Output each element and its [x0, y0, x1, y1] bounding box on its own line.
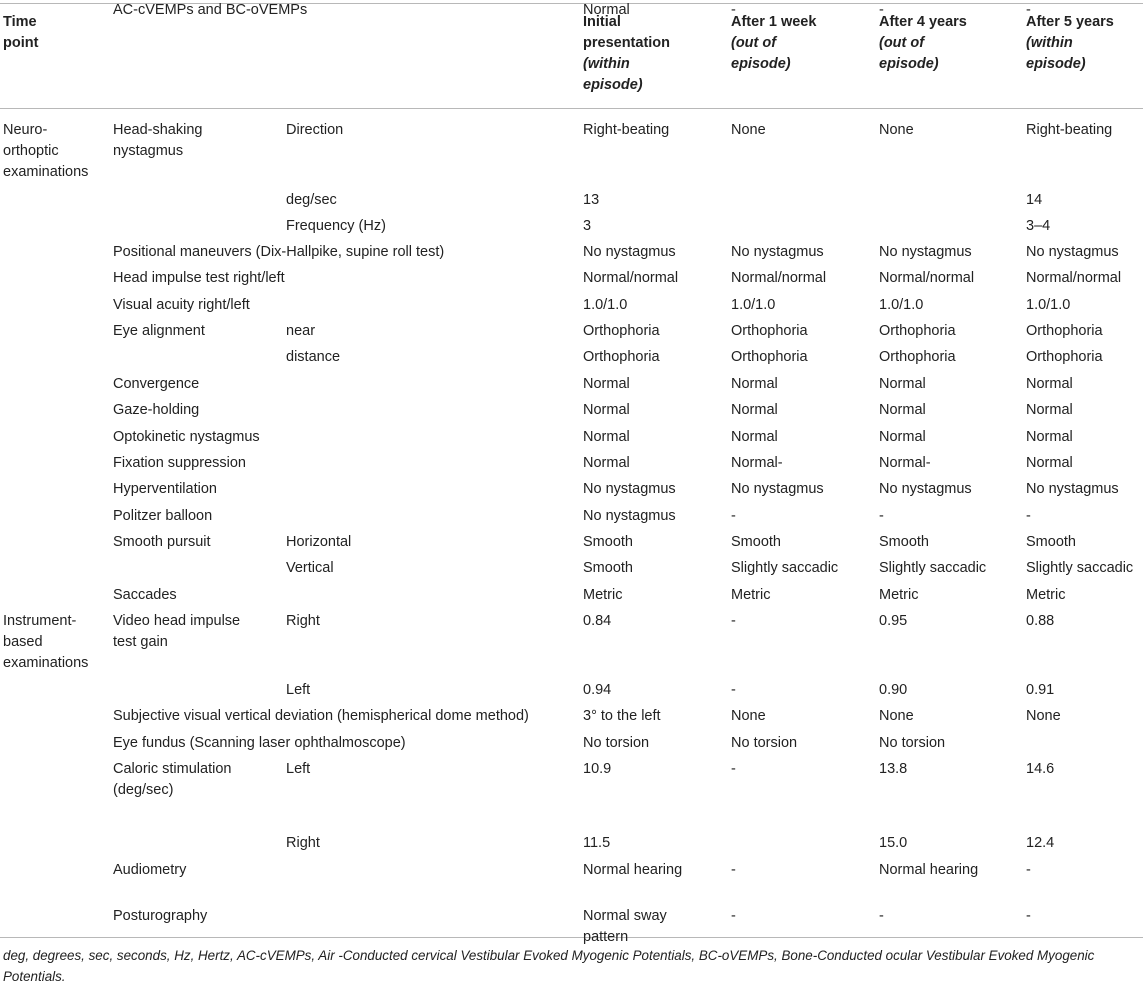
text-line: 14.6	[1026, 761, 1055, 777]
text-line: Left	[286, 682, 311, 698]
text-line: Normal	[731, 376, 778, 392]
row-parameter	[286, 120, 343, 141]
table-cell	[731, 374, 778, 395]
text-line: Normal	[583, 455, 630, 471]
text-line: Smooth	[583, 560, 633, 576]
table-cell	[879, 759, 907, 780]
text-line: Right-beating	[1026, 122, 1113, 138]
group-instrument-based	[3, 611, 88, 674]
row-parameter	[286, 558, 334, 579]
row-exam	[113, 321, 205, 342]
table-cell	[879, 833, 907, 854]
text-line: Orthophoria	[583, 323, 660, 339]
text-line: Orthophoria	[731, 323, 808, 339]
table-cell	[879, 558, 986, 579]
text-line: -	[879, 908, 884, 924]
text-line: Orthophoria	[879, 349, 956, 365]
table-cell	[1026, 506, 1031, 527]
text-line: Normal	[1026, 376, 1073, 392]
table-cell	[879, 860, 978, 881]
text-line: None	[731, 122, 766, 138]
table-cell	[1026, 268, 1121, 289]
text-line: Orthophoria	[1026, 349, 1103, 365]
text-line: -	[731, 508, 736, 524]
text-line: Normal	[879, 402, 926, 418]
text-line: No torsion	[731, 735, 798, 751]
table-cell	[583, 400, 630, 421]
text-line: No nystagmus	[731, 244, 824, 260]
table-cell	[583, 242, 676, 263]
table-cell	[879, 506, 884, 527]
text-line: Horizontal	[286, 534, 352, 550]
text-line: 0.90	[879, 682, 908, 698]
table-cell	[583, 453, 630, 474]
table-cell	[731, 321, 808, 342]
row-parameter	[286, 321, 315, 342]
table-cell	[583, 558, 633, 579]
row-exam	[113, 0, 307, 21]
table-cell	[1026, 759, 1054, 780]
text-line: Time	[3, 14, 37, 30]
text-line: After 5 years	[1026, 14, 1114, 30]
text-line: Frequency (Hz)	[286, 218, 386, 234]
row-exam	[113, 374, 199, 395]
table-cell	[583, 0, 630, 21]
text-line: episode)	[583, 77, 643, 93]
table-cell	[731, 733, 797, 754]
row-exam	[113, 453, 246, 474]
text-line: 1.0/1.0	[731, 297, 776, 313]
text-line: presentation	[583, 35, 671, 51]
row-parameter	[286, 680, 310, 701]
text-line: Normal/normal	[583, 270, 679, 286]
table-cell	[731, 347, 808, 368]
table-cell	[1026, 427, 1073, 448]
table-cell	[879, 400, 926, 421]
text-line: Metric	[1026, 587, 1066, 603]
text-line: Normal	[731, 429, 778, 445]
text-line: 0.84	[583, 613, 612, 629]
table-cell	[879, 347, 956, 368]
table-bottom-rule	[0, 937, 1143, 938]
table-cell	[731, 532, 781, 553]
text-line: None	[731, 708, 766, 724]
table-cell	[583, 321, 660, 342]
text-line: Normal	[879, 376, 926, 392]
table-cell	[583, 585, 622, 606]
row-exam	[113, 860, 186, 881]
row-exam	[113, 611, 240, 653]
table-cell	[879, 479, 972, 500]
text-line: Slightly saccadic	[731, 560, 839, 576]
table-cell	[583, 733, 649, 754]
text-line: Normal hearing	[583, 862, 683, 878]
row-parameter	[286, 759, 310, 780]
table-cell	[731, 120, 766, 141]
text-line: 1.0/1.0	[879, 297, 924, 313]
text-line: Optokinetic nystagmus	[113, 429, 260, 445]
text-line: Normal	[1026, 429, 1073, 445]
table-cell	[583, 374, 630, 395]
table-cell	[879, 321, 956, 342]
text-line: Normal	[583, 2, 630, 18]
table-cell	[583, 680, 611, 701]
text-line: Subjective visual vertical deviation (hemispherical dome method)	[113, 708, 529, 724]
text-line: Normal	[731, 402, 778, 418]
table-cell	[879, 733, 945, 754]
table-cell	[583, 216, 591, 237]
text-line: Eye fundus (Scanning laser ophthalmoscope)	[113, 735, 406, 751]
text-line: No nystagmus	[731, 481, 824, 497]
text-line: Orthophoria	[1026, 323, 1103, 339]
table-cell	[1026, 347, 1103, 368]
table-cell	[1026, 216, 1050, 237]
header-year4	[879, 12, 967, 33]
text-line: 3–4	[1026, 218, 1051, 234]
text-line: Head-shaking	[113, 122, 203, 138]
table-cell	[1026, 0, 1031, 21]
text-line: Vertical	[286, 560, 334, 576]
text-line: Smooth	[1026, 534, 1076, 550]
table-cell	[879, 585, 918, 606]
table-footnote: deg, degrees, sec, seconds, Hz, Hertz, AC-cVEMPs, Air -Conducted cervical Vestibular Evoked Myogenic Potentials, BC-oVEMPs, Bone-Conducted ocular Vestibular Evoked Myogenic Potentials.	[3, 948, 1095, 984]
table-cell	[583, 906, 667, 948]
text-line: Orthophoria	[583, 349, 660, 365]
text-line: Saccades	[113, 587, 177, 603]
text-line: No nystagmus	[1026, 481, 1119, 497]
text-line: After 4 years	[879, 14, 967, 30]
text-line: Orthophoria	[731, 349, 808, 365]
row-parameter	[286, 833, 320, 854]
text-line: Normal-	[731, 455, 783, 471]
text-line: Convergence	[113, 376, 200, 392]
text-line: None	[1026, 708, 1061, 724]
header-year5	[1026, 12, 1114, 33]
text-line: pattern	[583, 929, 629, 945]
table-cell	[1026, 611, 1054, 632]
header-year5-sub	[1026, 33, 1086, 75]
table-cell	[583, 759, 611, 780]
text-line: Fixation suppression	[113, 455, 246, 471]
text-line: based	[3, 634, 43, 650]
text-line: Smooth	[879, 534, 929, 550]
text-line: Metric	[879, 587, 919, 603]
table-cell	[1026, 585, 1065, 606]
text-line: Video head impulse	[113, 613, 241, 629]
table-cell	[583, 120, 669, 141]
text-line: 13	[583, 192, 600, 208]
table-cell	[1026, 400, 1073, 421]
table-cell	[583, 611, 611, 632]
row-parameter	[286, 347, 340, 368]
row-exam	[113, 295, 250, 316]
header-timepoint	[3, 12, 38, 54]
text-line: Normal	[879, 429, 926, 445]
text-line: (out of	[879, 35, 925, 51]
table-cell	[879, 242, 972, 263]
text-line: episode)	[731, 56, 791, 72]
table-cell	[731, 400, 778, 421]
row-exam	[113, 120, 202, 162]
table-cell	[583, 268, 678, 289]
header-initial-sub	[583, 54, 643, 96]
text-line: 1.0/1.0	[1026, 297, 1071, 313]
table-cell	[1026, 190, 1042, 211]
text-line: 10.9	[583, 761, 612, 777]
table-cell	[879, 453, 931, 474]
row-exam	[113, 400, 199, 421]
text-line: 13.8	[879, 761, 908, 777]
text-line: point	[3, 35, 39, 51]
text-line: Eye alignment	[113, 323, 205, 339]
text-line: Smooth	[731, 534, 781, 550]
header-week1-sub	[731, 33, 791, 75]
text-line: No nystagmus	[879, 244, 972, 260]
text-line: Visual acuity right/left	[113, 297, 250, 313]
row-exam	[113, 479, 217, 500]
text-line: Normal	[583, 429, 630, 445]
text-line: None	[879, 122, 914, 138]
text-line: 0.95	[879, 613, 908, 629]
row-parameter	[286, 611, 320, 632]
text-line: 15.0	[879, 835, 908, 851]
text-line: Normal sway	[583, 908, 667, 924]
row-parameter	[286, 190, 337, 211]
text-line: Normal	[583, 402, 630, 418]
text-line: 0.91	[1026, 682, 1055, 698]
text-line: Normal	[1026, 402, 1073, 418]
text-line: Normal hearing	[879, 862, 979, 878]
text-line: Normal	[1026, 455, 1073, 471]
table-cell	[879, 680, 907, 701]
text-line: 14	[1026, 192, 1043, 208]
text-line: No nystagmus	[1026, 244, 1119, 260]
text-line: -	[1026, 908, 1031, 924]
text-line: Slightly saccadic	[1026, 560, 1134, 576]
table-cell	[1026, 321, 1103, 342]
table-cell	[583, 706, 661, 727]
table-cell	[879, 906, 884, 927]
text-line: Orthophoria	[879, 323, 956, 339]
table-cell	[731, 0, 736, 21]
text-line: Instrument-	[3, 613, 77, 629]
text-line: Head impulse test right/left	[113, 270, 285, 286]
text-line: -	[1026, 862, 1031, 878]
table-cell	[731, 611, 736, 632]
table-cell	[731, 268, 826, 289]
table-cell	[1026, 558, 1133, 579]
text-line: -	[731, 682, 736, 698]
text-line: Right	[286, 835, 320, 851]
table-cell	[879, 427, 926, 448]
text-line: Right-beating	[583, 122, 670, 138]
table-cell	[731, 453, 783, 474]
text-line: near	[286, 323, 316, 339]
row-exam	[113, 733, 406, 754]
row-exam	[113, 532, 211, 553]
text-line: 0.88	[1026, 613, 1055, 629]
text-line: -	[731, 862, 736, 878]
table-cell	[731, 680, 736, 701]
table-cell	[583, 190, 599, 211]
text-line: (deg/sec)	[113, 782, 174, 798]
table-cell	[879, 120, 914, 141]
table-cell	[583, 295, 627, 316]
text-line: 0.94	[583, 682, 612, 698]
text-line: test gain	[113, 634, 168, 650]
text-line: episode)	[879, 56, 939, 72]
text-line: Audiometry	[113, 862, 187, 878]
table-cell	[1026, 242, 1119, 263]
table-cell	[1026, 295, 1070, 316]
table-cell	[1026, 453, 1073, 474]
table-cell	[1026, 706, 1061, 727]
row-exam	[113, 906, 207, 927]
text-line: Metric	[731, 587, 771, 603]
text-line: -	[879, 508, 884, 524]
row-exam	[113, 706, 529, 727]
row-exam	[113, 242, 444, 263]
text-line: (within	[1026, 35, 1073, 51]
text-line: Hyperventilation	[113, 481, 217, 497]
text-line: -	[731, 613, 736, 629]
text-line: No nystagmus	[583, 244, 676, 260]
text-line: No torsion	[583, 735, 650, 751]
text-line: examinations	[3, 655, 89, 671]
text-line: Direction	[286, 122, 344, 138]
table-cell	[879, 295, 923, 316]
text-line: Posturography	[113, 908, 208, 924]
text-line: Right	[286, 613, 320, 629]
header-bottom-rule	[0, 108, 1143, 109]
table-cell	[731, 906, 736, 927]
table-cell	[879, 706, 914, 727]
table-cell	[1026, 532, 1076, 553]
text-line: examinations	[3, 164, 89, 180]
table-cell	[731, 759, 736, 780]
header-year4-sub	[879, 33, 939, 75]
text-line: None	[879, 708, 914, 724]
table-cell	[1026, 860, 1031, 881]
text-line: -	[879, 2, 884, 18]
text-line: Positional maneuvers (Dix-Hallpike, supine roll test)	[113, 244, 445, 260]
row-parameter	[286, 216, 386, 237]
table-cell	[731, 479, 824, 500]
text-line: Normal/normal	[879, 270, 975, 286]
table-cell	[731, 242, 824, 263]
text-line: Smooth pursuit	[113, 534, 211, 550]
table-cell	[879, 611, 907, 632]
text-line: -	[1026, 508, 1031, 524]
text-line: deg/sec	[286, 192, 337, 208]
row-exam	[113, 759, 231, 801]
text-line: orthoptic	[3, 143, 59, 159]
table-cell	[879, 268, 974, 289]
table-cell	[731, 585, 770, 606]
table-cell	[1026, 374, 1073, 395]
text-line: 11.5	[583, 835, 611, 851]
row-exam	[113, 268, 285, 289]
table-cell	[583, 833, 610, 854]
row-exam	[113, 506, 212, 527]
text-line: Slightly saccadic	[879, 560, 987, 576]
text-line: nystagmus	[113, 143, 184, 159]
header-week1	[731, 12, 816, 33]
table-cell	[731, 860, 736, 881]
table-cell	[879, 532, 929, 553]
text-line: 3	[583, 218, 592, 234]
text-line: -	[731, 908, 736, 924]
group-neuro-orthoptic	[3, 120, 88, 183]
text-line: Politzer balloon	[113, 508, 213, 524]
row-exam	[113, 585, 177, 606]
text-line: No nystagmus	[879, 481, 972, 497]
table-cell	[1026, 680, 1054, 701]
table-cell	[583, 506, 676, 527]
text-line: After 1 week	[731, 14, 817, 30]
text-line: No nystagmus	[583, 508, 676, 524]
table-cell	[1026, 906, 1031, 927]
table-cell	[583, 347, 660, 368]
table-cell	[731, 295, 775, 316]
text-line: (within	[583, 56, 630, 72]
text-line: Caloric stimulation	[113, 761, 232, 777]
table-cell	[731, 558, 838, 579]
text-line: Metric	[583, 587, 623, 603]
row-parameter	[286, 532, 351, 553]
text-line: 3° to the left	[583, 708, 661, 724]
table-cell	[583, 479, 676, 500]
text-line: -	[731, 2, 736, 18]
text-line: AC-cVEMPs and BC-oVEMPs	[113, 2, 308, 18]
table-cell	[731, 427, 778, 448]
text-line: Initial	[583, 14, 621, 30]
table-cell	[1026, 479, 1119, 500]
text-line: Left	[286, 761, 311, 777]
text-line: episode)	[1026, 56, 1086, 72]
text-line: -	[731, 761, 736, 777]
row-exam	[113, 427, 260, 448]
table-cell	[1026, 120, 1112, 141]
text-line: (out of	[731, 35, 777, 51]
table-cell	[1026, 833, 1054, 854]
text-line: Normal	[583, 376, 630, 392]
text-line: distance	[286, 349, 341, 365]
text-line: No nystagmus	[583, 481, 676, 497]
text-line: Normal/normal	[731, 270, 827, 286]
table-cell	[731, 506, 736, 527]
table-cell	[583, 532, 633, 553]
text-line: No torsion	[879, 735, 946, 751]
text-line: 1.0/1.0	[583, 297, 628, 313]
text-line: -	[1026, 2, 1031, 18]
text-line: Neuro-	[3, 122, 48, 138]
text-line: 12.4	[1026, 835, 1055, 851]
table-cell	[879, 374, 926, 395]
table-cell	[731, 706, 766, 727]
text-line: Smooth	[583, 534, 633, 550]
table-cell	[583, 427, 630, 448]
text-line: Gaze-holding	[113, 402, 200, 418]
text-line: Normal-	[879, 455, 931, 471]
text-line: Normal/normal	[1026, 270, 1122, 286]
table-cell	[583, 860, 682, 881]
table-cell	[879, 0, 884, 21]
